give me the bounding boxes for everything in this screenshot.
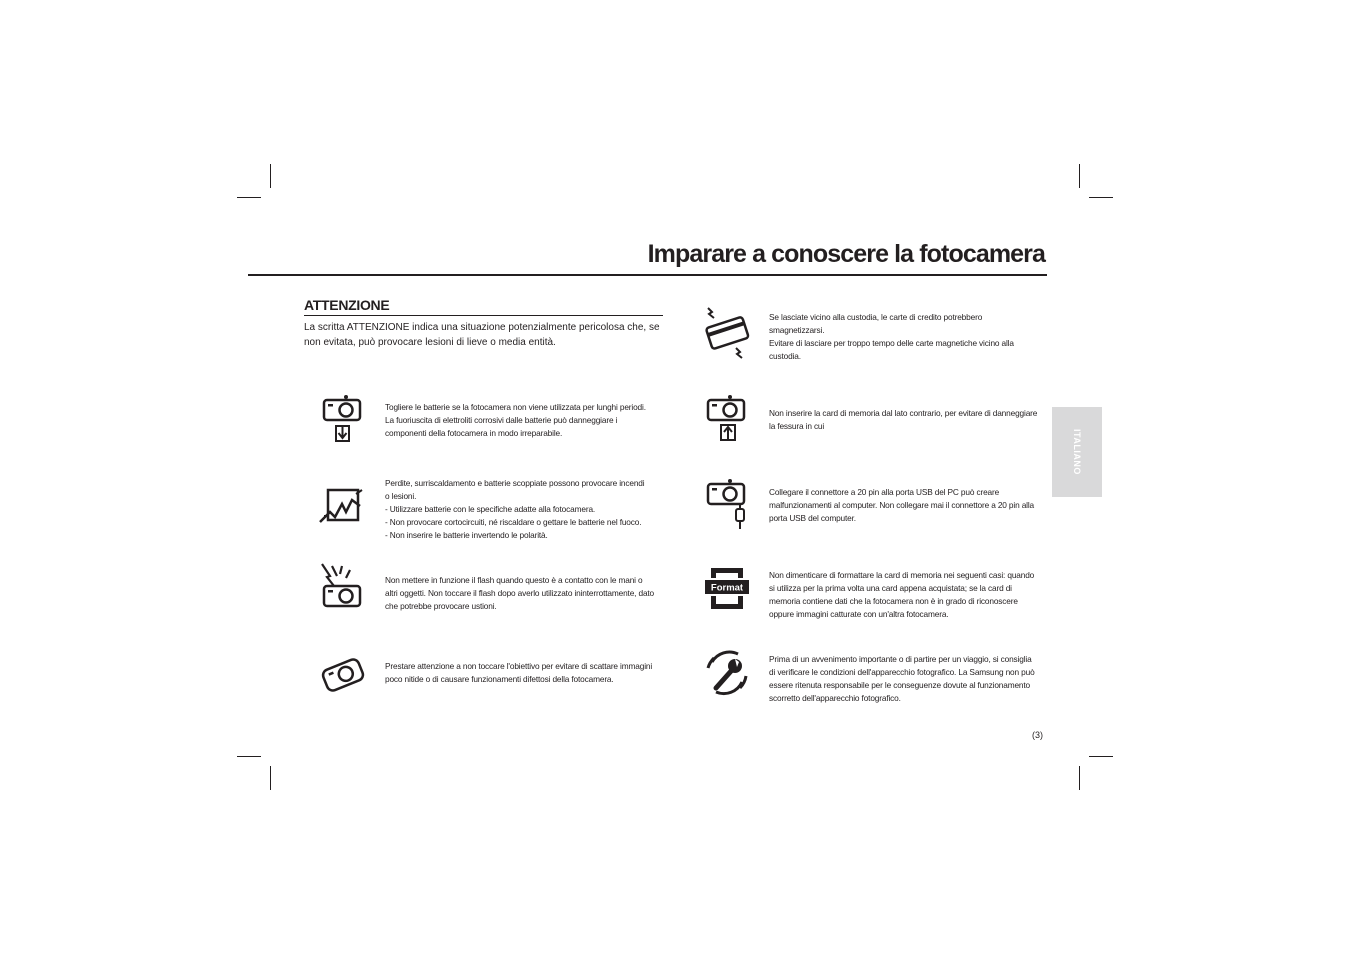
item-text-line: essere ritenuta responsabile per le conseguenze dovute al funzionamento	[769, 680, 1031, 690]
flash-burn-icon	[318, 560, 368, 616]
item-text-line: poco nitide o di causare funzionamenti difettosi della fotocamera.	[385, 674, 614, 684]
language-tab-label: ITALIANO	[1072, 429, 1082, 475]
list-item	[769, 569, 1034, 621]
wrench-check-icon	[702, 648, 752, 704]
item-text-line: che potrebbe provocare ustioni.	[385, 601, 497, 611]
item-text-line: Non mettere in funzione il flash quando questo è a contatto con le mani o	[385, 575, 643, 585]
item-text-line: Collegare il connettore a 20 pin alla porta USB del PC può creare	[769, 487, 1000, 497]
language-tab	[1052, 407, 1102, 497]
list-item	[385, 660, 652, 686]
item-text-line: componenti della fotocamera in modo irreparabile.	[385, 428, 563, 438]
list-item	[385, 477, 644, 542]
item-text-line: Se lasciate vicino alla custodia, le carte di credito potrebbero	[769, 312, 983, 322]
item-text-line: La fuoriuscita di elettroliti corrosivi dalle batterie può danneggiare i	[385, 415, 618, 425]
list-item	[769, 311, 1014, 363]
crop-mark	[270, 164, 271, 188]
crop-mark	[270, 766, 271, 790]
crop-mark	[1079, 766, 1080, 790]
item-text-line: la fessura in cui	[769, 421, 825, 431]
list-item	[769, 486, 1034, 525]
list-item	[769, 653, 1035, 705]
item-text-line: malfunzionamenti al computer. Non collegare mai il connettore a 20 pin alla	[769, 500, 1035, 510]
item-text-line: Perdite, surriscaldamento e batterie scoppiate possono provocare incendi	[385, 478, 645, 488]
camera-usb-connector-icon	[702, 476, 752, 532]
item-text-line: di verificare le condizioni dell'apparecchio fotografico. La Samsung non può	[769, 667, 1035, 677]
item-text-line: Non dimenticare di formattare la card di memoria nei seguenti casi: quando	[769, 570, 1035, 580]
item-text-line: Prima di un avvenimento importante o di partire per un viaggio, si consiglia	[769, 654, 1032, 664]
item-text-line: Evitare di lasciare per troppo tempo delle carte magnetiche vicino alla	[769, 338, 1014, 348]
format-card-icon	[702, 564, 752, 620]
section-intro	[304, 320, 664, 350]
list-item	[769, 407, 1037, 433]
item-text-line: smagnetizzarsi.	[769, 325, 825, 335]
intro-line: La scritta ATTENZIONE indica una situazione potenzialmente pericolosa che, se	[304, 322, 660, 333]
crop-mark	[237, 197, 261, 198]
camera-memory-card-icon	[702, 392, 752, 448]
format-badge: Format	[710, 582, 744, 594]
item-text-line: o lesioni.	[385, 491, 417, 501]
item-text-line: oppure immagini catturate con un'altra fotocamera.	[769, 609, 949, 619]
item-text-line: si utilizza per la prima volta una card appena acquistata; se la card di	[769, 583, 1012, 593]
intro-line: non evitata, può provocare lesioni di lieve o media entità.	[304, 337, 556, 348]
item-text-line: - Non provocare cortocircuiti, né riscaldare o gettare le batterie nel fuoco.	[385, 517, 642, 527]
page-number: (3)	[1032, 730, 1043, 740]
item-text-line: memoria contiene dati che la fotocamera non è in grado di riconoscere	[769, 596, 1018, 606]
list-item	[385, 401, 646, 440]
crop-mark	[1089, 756, 1113, 757]
item-text-line: - Utilizzare batterie con le specifiche adatte alla fotocamera.	[385, 504, 596, 514]
list-item	[385, 574, 654, 613]
camera-battery-remove-icon	[318, 392, 368, 448]
magnetic-card-icon	[702, 304, 752, 360]
item-text-line: altri oggetti. Non toccare il flash dopo averlo utilizzato ininterrottamente, dato	[385, 588, 655, 598]
item-text-line: Prestare attenzione a non toccare l'obiettivo per evitare di scattare immagini	[385, 661, 653, 671]
item-text-line: custodia.	[769, 351, 801, 361]
item-text-line: - Non inserire le batterie invertendo le polarità.	[385, 530, 548, 540]
item-text-line: Togliere le batterie se la fotocamera non viene utilizzata per lunghi periodi.	[385, 402, 646, 412]
lens-touch-icon	[318, 650, 368, 706]
item-text-line: Non inserire la card di memoria dal lato contrario, per evitare di danneggiare	[769, 408, 1038, 418]
title-rule	[248, 274, 1047, 276]
section-rule	[304, 315, 663, 316]
crop-mark	[237, 756, 261, 757]
item-text-line: porta USB del computer.	[769, 513, 856, 523]
crop-mark	[1089, 197, 1113, 198]
crop-mark	[1079, 164, 1080, 188]
page-title: Imparare a conoscere la fotocamera	[647, 240, 1045, 268]
item-text-line: scorretto dell'apparecchio fotografico.	[769, 693, 901, 703]
section-title: ATTENZIONE	[304, 297, 390, 313]
battery-damage-icon	[318, 482, 368, 538]
